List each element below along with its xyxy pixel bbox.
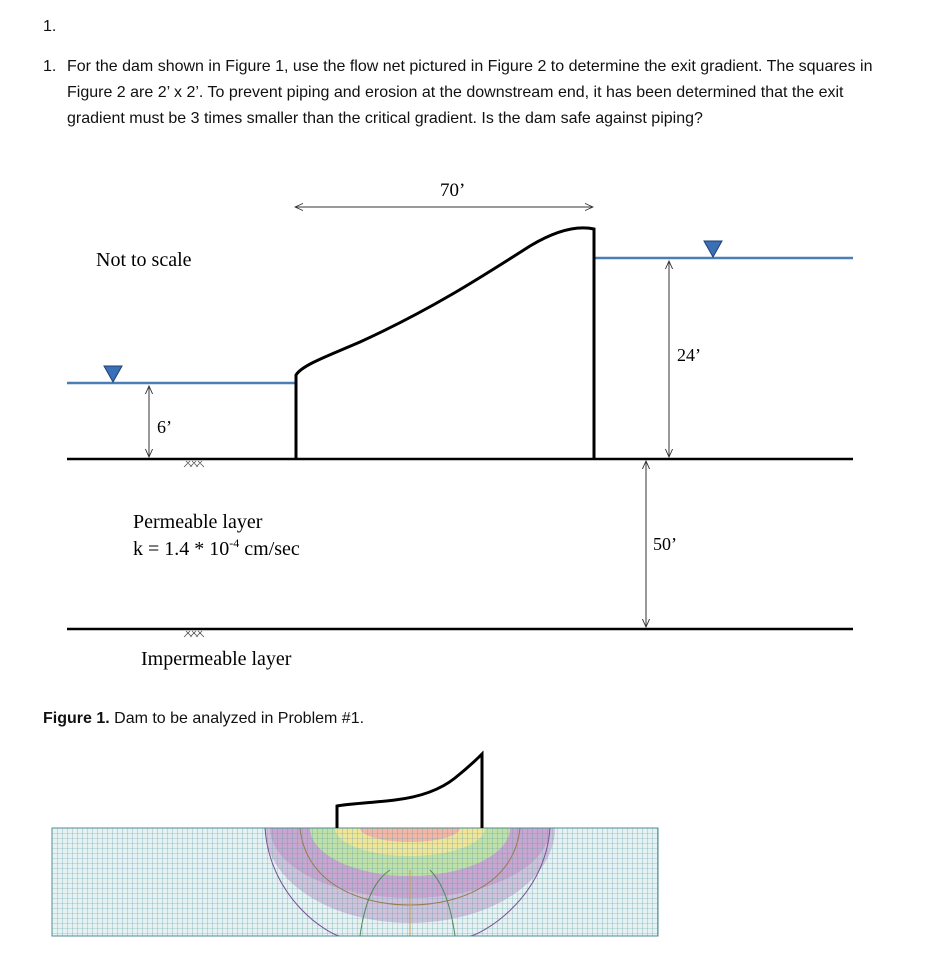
figure-1-caption — [43, 710, 364, 728]
figure-1-dam-diagram — [0, 170, 933, 710]
mesh-grid — [52, 828, 658, 936]
dam-outline — [296, 228, 594, 459]
caption-text: Dam to be analyzed in Problem #1. — [109, 710, 365, 727]
k-exponent: -4 — [229, 536, 240, 550]
downstream-water-triangle-icon — [104, 366, 122, 382]
caption-label: Figure 1. — [43, 710, 110, 727]
impermeable-hatch-icon — [184, 631, 204, 637]
problem-number: 1. — [43, 58, 57, 75]
ground-hatch-icon — [184, 461, 204, 467]
permeability-value — [133, 536, 300, 560]
dim-70-label: 70’ — [440, 180, 466, 201]
heading-number: 1. — [43, 18, 57, 35]
impermeable-layer-label: Impermeable layer — [141, 648, 292, 670]
problem-text: For the dam shown in Figure 1, use the flow net pictured in Figure 2 to determine the exit gradient. The squares in Figure 2 are 2’ x 2’. To prevent piping and erosion at the downstream end, it has been determined that the exit gradient must be 3 times smaller than the critical gradient. Is the dam safe against piping? — [67, 58, 873, 127]
dim-24-label: 24’ — [677, 345, 701, 365]
k-units: cm/sec — [239, 538, 300, 560]
k-prefix: k = 1.4 * 10 — [133, 538, 230, 560]
permeable-layer-label: Permeable layer — [133, 511, 263, 533]
upstream-water-triangle-icon — [704, 241, 722, 257]
not-to-scale-label: Not to scale — [96, 249, 192, 271]
flow-net-dam-outline — [337, 754, 482, 828]
figure-2-flow-net — [0, 745, 933, 945]
dim-50-label: 50’ — [653, 534, 677, 554]
problem-statement — [43, 54, 873, 132]
dim-6-label: 6’ — [157, 417, 172, 437]
